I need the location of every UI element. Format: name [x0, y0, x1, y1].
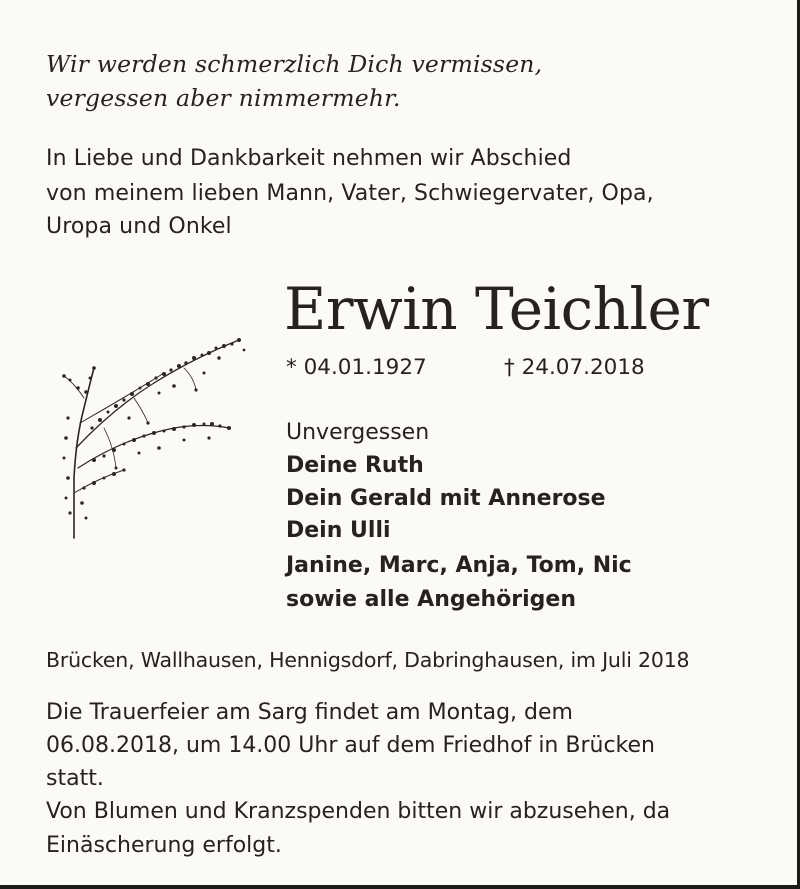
- places-and-date: Brücken, Wallhausen, Hennigsdorf, Dabringhausen, im Juli 2018: [46, 648, 690, 672]
- mourner-line: Deine Ruth: [286, 453, 424, 478]
- quote-line-1: Wir werden schmerzlich Dich vermissen,: [46, 50, 543, 78]
- mourner-line: sowie alle Angehörigen: [286, 587, 577, 612]
- mourner-line: Dein Gerald mit Annerose: [286, 486, 606, 511]
- mourner-line: Dein Ulli: [286, 518, 391, 543]
- mourner-line: Janine, Marc, Anja, Tom, Nic: [286, 553, 632, 578]
- intro-line-2: von meinem lieben Mann, Vater, Schwiegervater, Opa,: [46, 181, 654, 206]
- ceremony-line-1: Die Trauerfeier am Sarg findet am Montag, dem: [46, 700, 573, 725]
- ceremony-line-4: Von Blumen und Kranzspenden bitten wir abzusehen, da: [46, 799, 671, 824]
- ceremony-line-5: Einäscherung erfolgt.: [46, 833, 282, 858]
- birth-date: * 04.01.1927: [286, 355, 427, 380]
- intro-line-1: In Liebe und Dankbarkeit nehmen wir Abschied: [46, 146, 572, 171]
- tree-branch-illustration: [44, 328, 254, 548]
- quote-line-2: vergessen aber nimmermehr.: [46, 84, 401, 112]
- deceased-name: Erwin Teichler: [284, 275, 709, 343]
- ceremony-line-2: 06.08.2018, um 14.00 Uhr auf dem Friedhof in Brücken: [46, 733, 655, 758]
- ceremony-line-3: statt.: [46, 766, 104, 791]
- intro-line-3: Uropa und Onkel: [46, 214, 232, 239]
- death-date: † 24.07.2018: [504, 355, 645, 380]
- mourners-intro: Unvergessen: [286, 420, 430, 445]
